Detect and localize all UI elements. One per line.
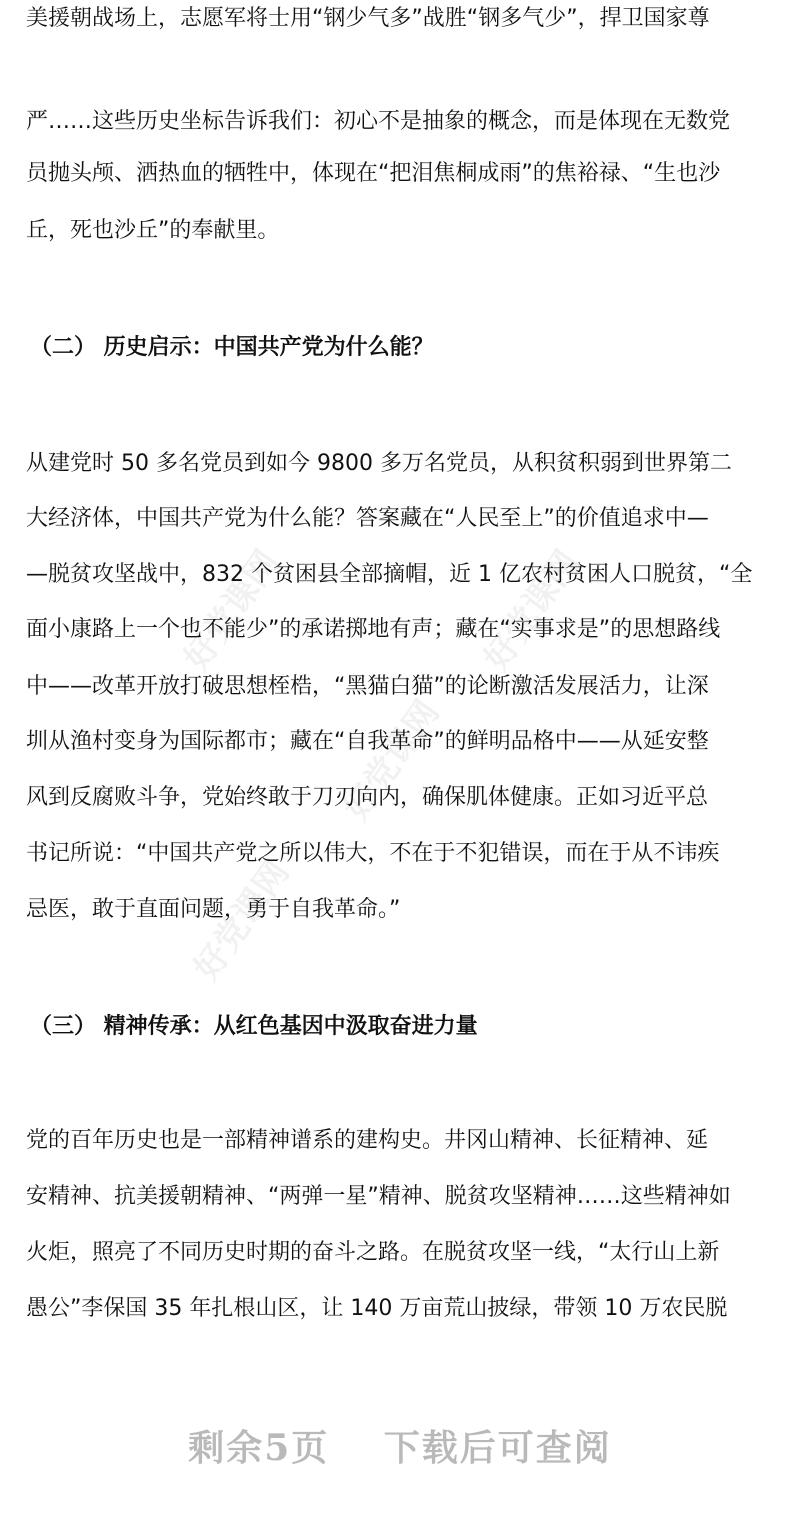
paragraph-line: 书记所说：“中国共产党之所以伟大，不在于不犯错误，而在于从不讳疾	[26, 841, 720, 866]
paragraph-line: 从建党时 50 多名党员到如今 9800 多万名党员，从积贫积弱到世界第二	[26, 451, 732, 476]
paragraph-line: 严……这些历史坐标告诉我们：初心不是抽象的概念，而是体现在无数党	[26, 109, 731, 134]
paragraph-line: 圳从渔村变身为国际都市；藏在“自我革命”的鲜明品格中——从延安整	[26, 729, 709, 754]
watermark: 好党课网	[336, 693, 448, 828]
paragraph-line: 风到反腐败斗争，党始终敢于刀刃向内，确保肌体健康。正如习近平总	[26, 785, 709, 810]
paragraph-line: 面小康路上一个也不能少”的承诺掷地有声；藏在“实事求是”的思想路线	[26, 617, 721, 642]
watermark: 好党课网	[186, 853, 298, 988]
paragraph-line: 忌医，敢于直面问题，勇于自我革命。”	[26, 897, 401, 922]
paragraph-line: 大经济体，中国共产党为什么能？答案藏在“人民至上”的价值追求中—	[26, 506, 709, 531]
paragraph-line: 美援朝战场上，志愿军将士用“钢少气多”战胜“钢多气少”，捍卫国家尊	[26, 6, 710, 31]
paragraph-line: 员抛头颅、洒热血的牺牲中，体现在“把泪焦桐成雨”的焦裕禄、“生也沙	[26, 161, 721, 186]
watermark: 好党课网	[176, 543, 288, 678]
download-to-view-text: 下载后可查阅	[383, 1427, 612, 1469]
paragraph-line: 安精神、抗美援朝精神、“两弹一星”精神、脱贫攻坚精神……这些精神如	[26, 1184, 731, 1209]
remaining-pages-text: 剩余5页	[188, 1427, 330, 1469]
paragraph-line: —脱贫攻坚战中，832 个贫困县全部摘帽，近 1 亿农村贫困人口脱贫，“全	[26, 562, 753, 587]
paragraph-line: 中——改革开放打破思想桎梏，“黑猫白猫”的论断激活发展活力，让深	[26, 674, 709, 699]
paragraph-line: 火炬，照亮了不同历史时期的奋斗之路。在脱贫攻坚一线，“太行山上新	[26, 1240, 720, 1265]
paragraph-line: 愚公”李保国 35 年扎根山区，让 140 万亩荒山披绿，带领 10 万农民脱	[26, 1296, 728, 1321]
section-heading: （三） 精神传承：从红色基因中汲取奋进力量	[30, 1014, 478, 1039]
paragraph-line: 丘，死也沙丘”的奉献里。	[26, 218, 280, 243]
section-heading: （二） 历史启示：中国共产党为什么能？	[30, 335, 434, 360]
download-prompt-banner[interactable]	[0, 1420, 800, 1471]
watermark: 好党课网	[476, 543, 588, 678]
paragraph-line: 党的百年历史也是一部精神谱系的建构史。井冈山精神、长征精神、延	[26, 1128, 709, 1153]
